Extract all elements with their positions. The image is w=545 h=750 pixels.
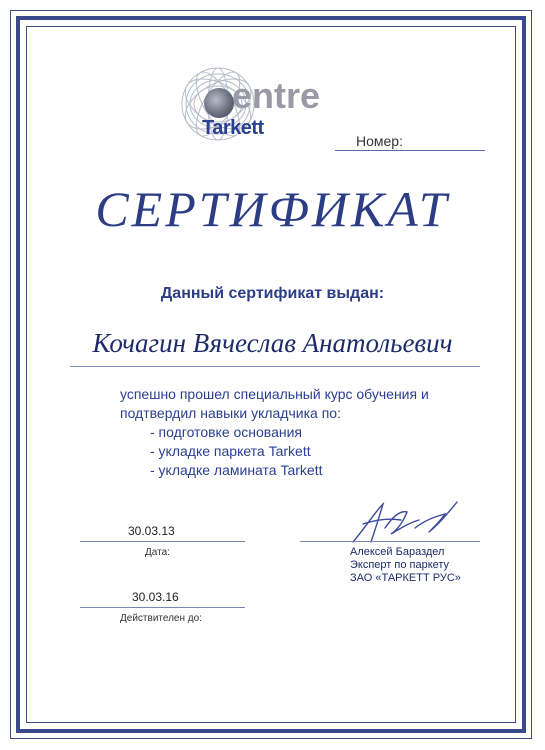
- valid-until-label: Действителен до:: [120, 613, 202, 624]
- number-underline: [335, 150, 485, 151]
- valid-until-underline: [80, 607, 245, 608]
- logo-brand: Tarkett: [202, 117, 264, 139]
- skill-item: - укладке паркета Tarkett: [150, 443, 311, 459]
- signer-block: [350, 546, 461, 585]
- signer-name: Алексей Бараздел: [350, 546, 445, 558]
- signer-company: ЗАО «ТАРКЕТТ РУС»: [350, 572, 461, 584]
- issued-to-label: Данный сертификат выдан:: [160, 285, 385, 302]
- logo-c-ball: [204, 88, 234, 118]
- logo-wordmark: entre: [232, 75, 321, 116]
- certificate-title: СЕРТИФИКАТ: [95, 181, 450, 237]
- body-line: подтвердил навыки укладчика по:: [120, 405, 341, 421]
- signer-position: Эксперт по паркету: [350, 559, 450, 571]
- name-underline: [70, 366, 480, 367]
- valid-until-value: 30.03.16: [132, 590, 179, 604]
- certificate-body: [120, 385, 429, 480]
- body-line: успешно прошел специальный курс обучения и: [120, 386, 429, 402]
- issue-date-underline: [80, 541, 245, 542]
- signature-underline: [300, 541, 480, 542]
- issue-date-value: 30.03.13: [128, 524, 175, 538]
- skill-item: - подготовке основания: [150, 424, 302, 440]
- skill-item: - укладке ламината Tarkett: [150, 462, 323, 478]
- number-label: Номер:: [356, 133, 403, 149]
- issue-date-label: Дата:: [145, 547, 170, 558]
- recipient-name: Кочагин Вячеслав Анатольевич: [92, 328, 453, 358]
- centre-tarkett-logo: [168, 60, 378, 146]
